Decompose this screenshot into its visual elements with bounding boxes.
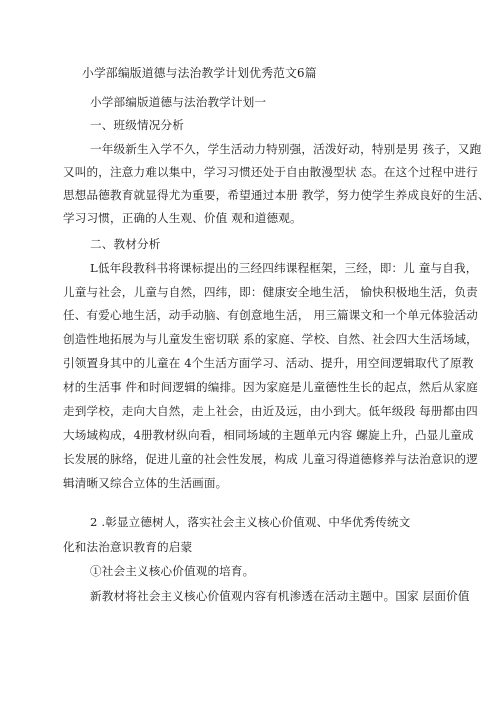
paragraph-line: 创造性地拓展为与儿童发生密切联 系的家庭、学校、自然、社会四大生活场域， bbox=[63, 332, 478, 346]
paragraph-line: 走到学校，走向大自然，走上社会，由近及远，由小到大。低年级段 每册都由四 bbox=[63, 404, 478, 418]
paragraph-line: 一年级新生入学不久，学生活动力特别强，活泼好动，特别是男 孩子，又跑 bbox=[90, 142, 482, 156]
paragraph-line: 引领置身其中的儿童在 4个生活方面学习、活动、提升，用空间逻辑取代了原教 bbox=[63, 356, 474, 370]
paragraph-line: 辑清晰又综合立体的生活画面。 bbox=[63, 476, 228, 490]
numbered-item-heading: 2 .彰显立德树人，落实社会主义核心价值观、中华优秀传统文 bbox=[90, 515, 411, 529]
section-heading-textbook-analysis: 二、教材分析 bbox=[90, 237, 161, 251]
document-title: 小学部编版道德与法治教学计划优秀范文6篇 bbox=[82, 66, 317, 80]
paragraph-line: 长发展的脉络，促进儿童的社会性发展，构成 儿童习得道德修养与法治意识的逻 bbox=[63, 452, 478, 466]
paragraph-line: 新教材将社会主义核心价值观内容有机渗透在活动主题中。国家 层面价值 bbox=[90, 589, 470, 603]
paragraph-line: 材的生活事 件和时间逻辑的编排。因为家庭是儿童德性生长的起点，然后从家庭 bbox=[63, 380, 478, 394]
paragraph-line: 儿童与社会，儿童与自然，四纬，即：健康安全地生活， 愉快积极地生活，负责 bbox=[63, 285, 478, 299]
numbered-item-heading-continued: 化和法治意识教育的启蒙 bbox=[63, 540, 193, 554]
paragraph-line: L低年段教科书将课标提出的三经四纬课程框架，三经，即：儿 童与自我， bbox=[90, 261, 478, 275]
paragraph-line: 思想品德教育就显得尤为重要，希望通过本册 教学，努力使学生养成良好的生活、 bbox=[63, 188, 490, 202]
paragraph-line: 大场域构成，4册教材纵向看，相同场域的主题单元内容 螺旋上升，凸显儿童成 bbox=[63, 428, 474, 442]
paragraph-line: 学习习惯，正确的人生观、价值 观和道德观。 bbox=[63, 211, 302, 225]
section-heading-class-analysis: 一、班级情况分析 bbox=[90, 118, 184, 132]
subsection-heading: ①社会主义核心价值观的培育。 bbox=[90, 564, 255, 578]
paragraph-line: 任、有爱心地生活，动手动脑、有创意地生活， 用三篇课文和一个单元体验活动 bbox=[63, 308, 478, 322]
paragraph-line: 又叫的，注意力难以集中，学习习惯还处于自由散漫型状 态。在这个过程中进行 bbox=[63, 165, 478, 179]
document-subtitle: 小学部编版道德与法治教学计划一 bbox=[90, 95, 267, 109]
